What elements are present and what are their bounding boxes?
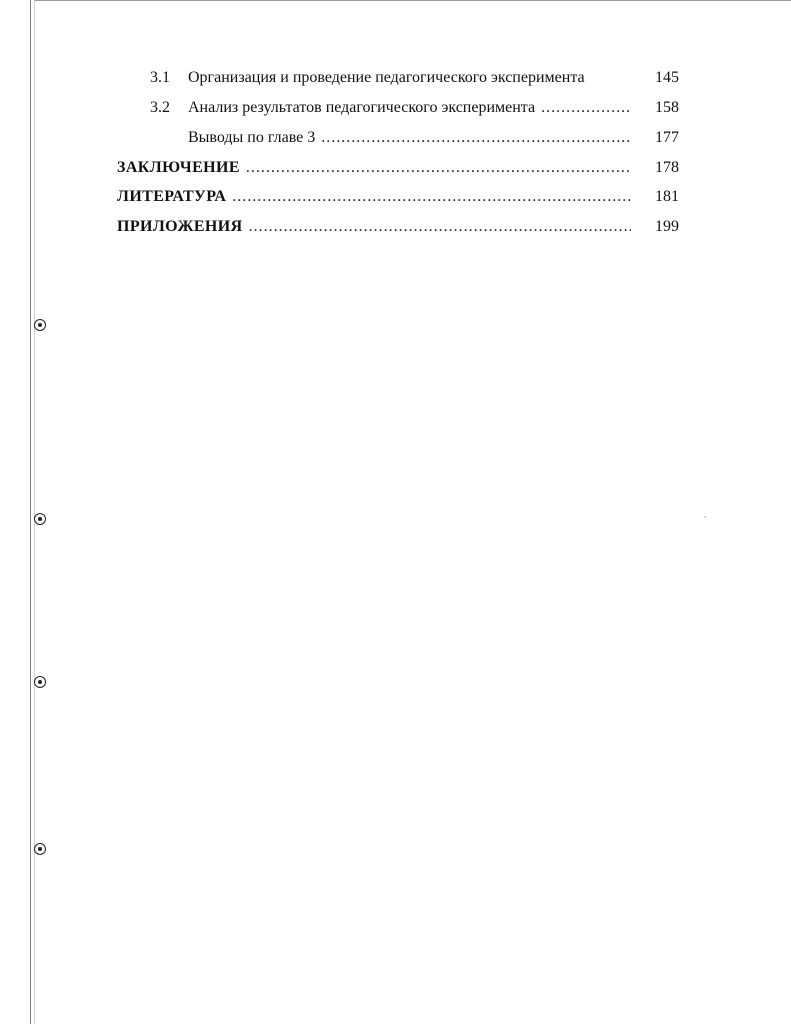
toc-entry-page: 177	[655, 129, 679, 146]
toc-entry[interactable]	[117, 67, 679, 89]
toc-entry-title: Организация и проведение педагогического эксперимента	[188, 69, 585, 86]
toc-entry-title: ПРИЛОЖЕНИЯ	[117, 218, 243, 235]
toc-entry-title: Анализ результатов педагогического эксперимента	[188, 99, 536, 116]
toc-entry[interactable]	[117, 186, 679, 208]
toc-entry-title: ЛИТЕРАТУРА	[117, 188, 227, 205]
dot-leader	[541, 97, 631, 119]
binding-margin-line	[30, 0, 31, 1024]
binding-hole-mark	[34, 513, 46, 525]
toc-entry-page: 199	[655, 218, 679, 235]
binding-hole-mark	[34, 843, 46, 855]
toc-entry-page: 145	[655, 69, 679, 86]
dot-leader	[321, 127, 631, 149]
toc-entry-page: 158	[655, 99, 679, 116]
toc-entry-page: 181	[655, 188, 679, 205]
dot-leader	[246, 157, 631, 179]
toc-entry-page: 178	[655, 159, 679, 176]
dot-leader	[232, 186, 631, 208]
toc-entry[interactable]	[117, 216, 679, 238]
binding-margin-line-faint	[34, 0, 35, 1024]
toc-entry-number: 3.1	[150, 69, 170, 86]
binding-hole-mark	[34, 319, 46, 331]
toc-entry[interactable]	[117, 97, 679, 119]
toc-entry-number: 3.2	[150, 99, 170, 116]
top-border-line	[34, 0, 791, 1]
toc-entry[interactable]	[117, 157, 679, 179]
dot-leader	[249, 216, 631, 238]
binding-hole-mark	[34, 676, 46, 688]
toc-entry-title: Выводы по главе 3	[188, 129, 316, 146]
toc-entry[interactable]	[117, 127, 679, 149]
toc-entry-title: ЗАКЛЮЧЕНИЕ	[117, 159, 240, 176]
scan-speck: ⸱	[704, 512, 707, 522]
